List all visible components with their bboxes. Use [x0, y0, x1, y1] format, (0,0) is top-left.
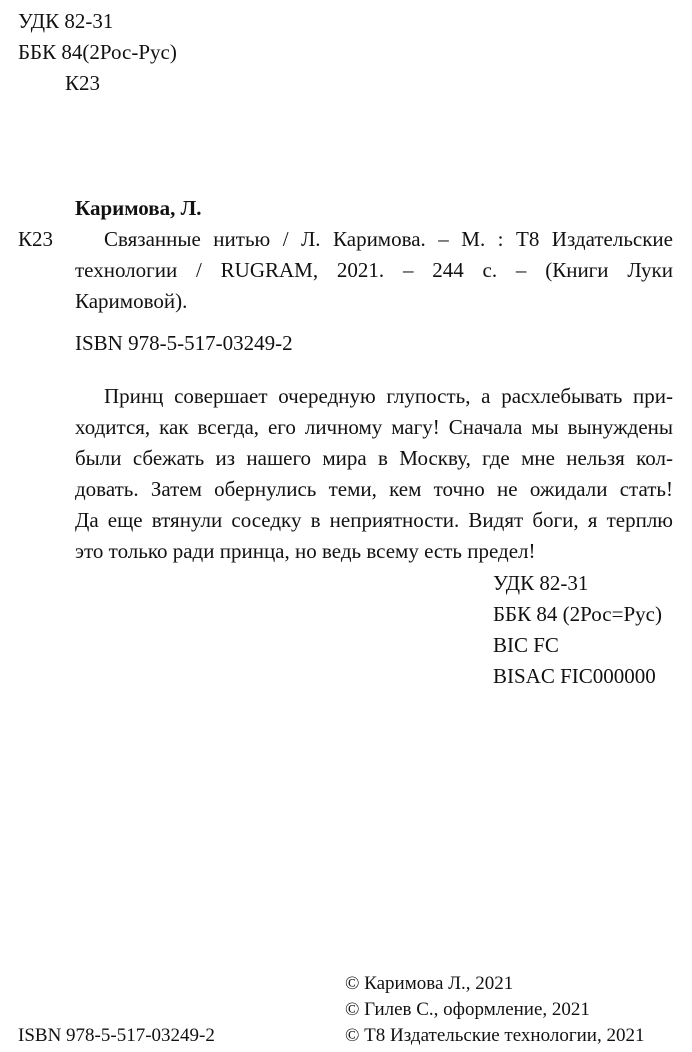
copyright-publisher: © Т8 Издательские технологии, 2021: [345, 1025, 645, 1046]
author-heading: Каримова, Л.: [75, 196, 202, 220]
bbk-right: ББК 84 (2Рос=Рус): [493, 602, 662, 626]
description-line: Связанные нитью / Л. Каримова. – М. : Т8 Издательские: [104, 227, 673, 251]
author-sign-top: К23: [65, 71, 101, 95]
copyright-design: © Гилев С., оформление, 2021: [345, 999, 590, 1020]
annotation-line: довать. Затем обернулись теми, кем точно не ожидали стать!: [75, 477, 673, 501]
isbn-footer: ISBN 978-5-517-03249-2: [18, 1025, 215, 1046]
author-sign-record: К23: [18, 227, 54, 251]
udk-top: УДК 82-31: [18, 9, 114, 33]
annotation-line: это только ради принца, но ведь всему есть предел!: [75, 539, 536, 563]
annotation-line: были сбежать из нашего мира в Москву, где мне нельзя кол-: [75, 446, 673, 470]
annotation-line: Да еще втянули соседку в неприятности. Видят боги, я терплю: [75, 508, 673, 532]
annotation-line: Принц совершает очередную глупость, а расхлебывать при-: [104, 384, 673, 408]
description-line: Каримовой).: [75, 289, 188, 313]
bbk-top: ББК 84(2Рос-Рус): [18, 40, 177, 64]
bibliographic-description: [75, 224, 673, 317]
description-line: технологии / RUGRAM, 2021. – 244 с. – (Книги Луки: [75, 258, 673, 282]
annotation: [75, 381, 673, 567]
copyright-author: © Каримова Л., 2021: [345, 973, 514, 994]
annotation-line: ходится, как всегда, его личному магу! Сначала мы вынуждены: [75, 415, 673, 439]
bic-code: BIC FC: [493, 633, 559, 657]
bisac-code: BISAC FIC000000: [493, 664, 656, 688]
isbn-record: ISBN 978-5-517-03249-2: [75, 331, 293, 355]
udk-right: УДК 82-31: [493, 571, 589, 595]
